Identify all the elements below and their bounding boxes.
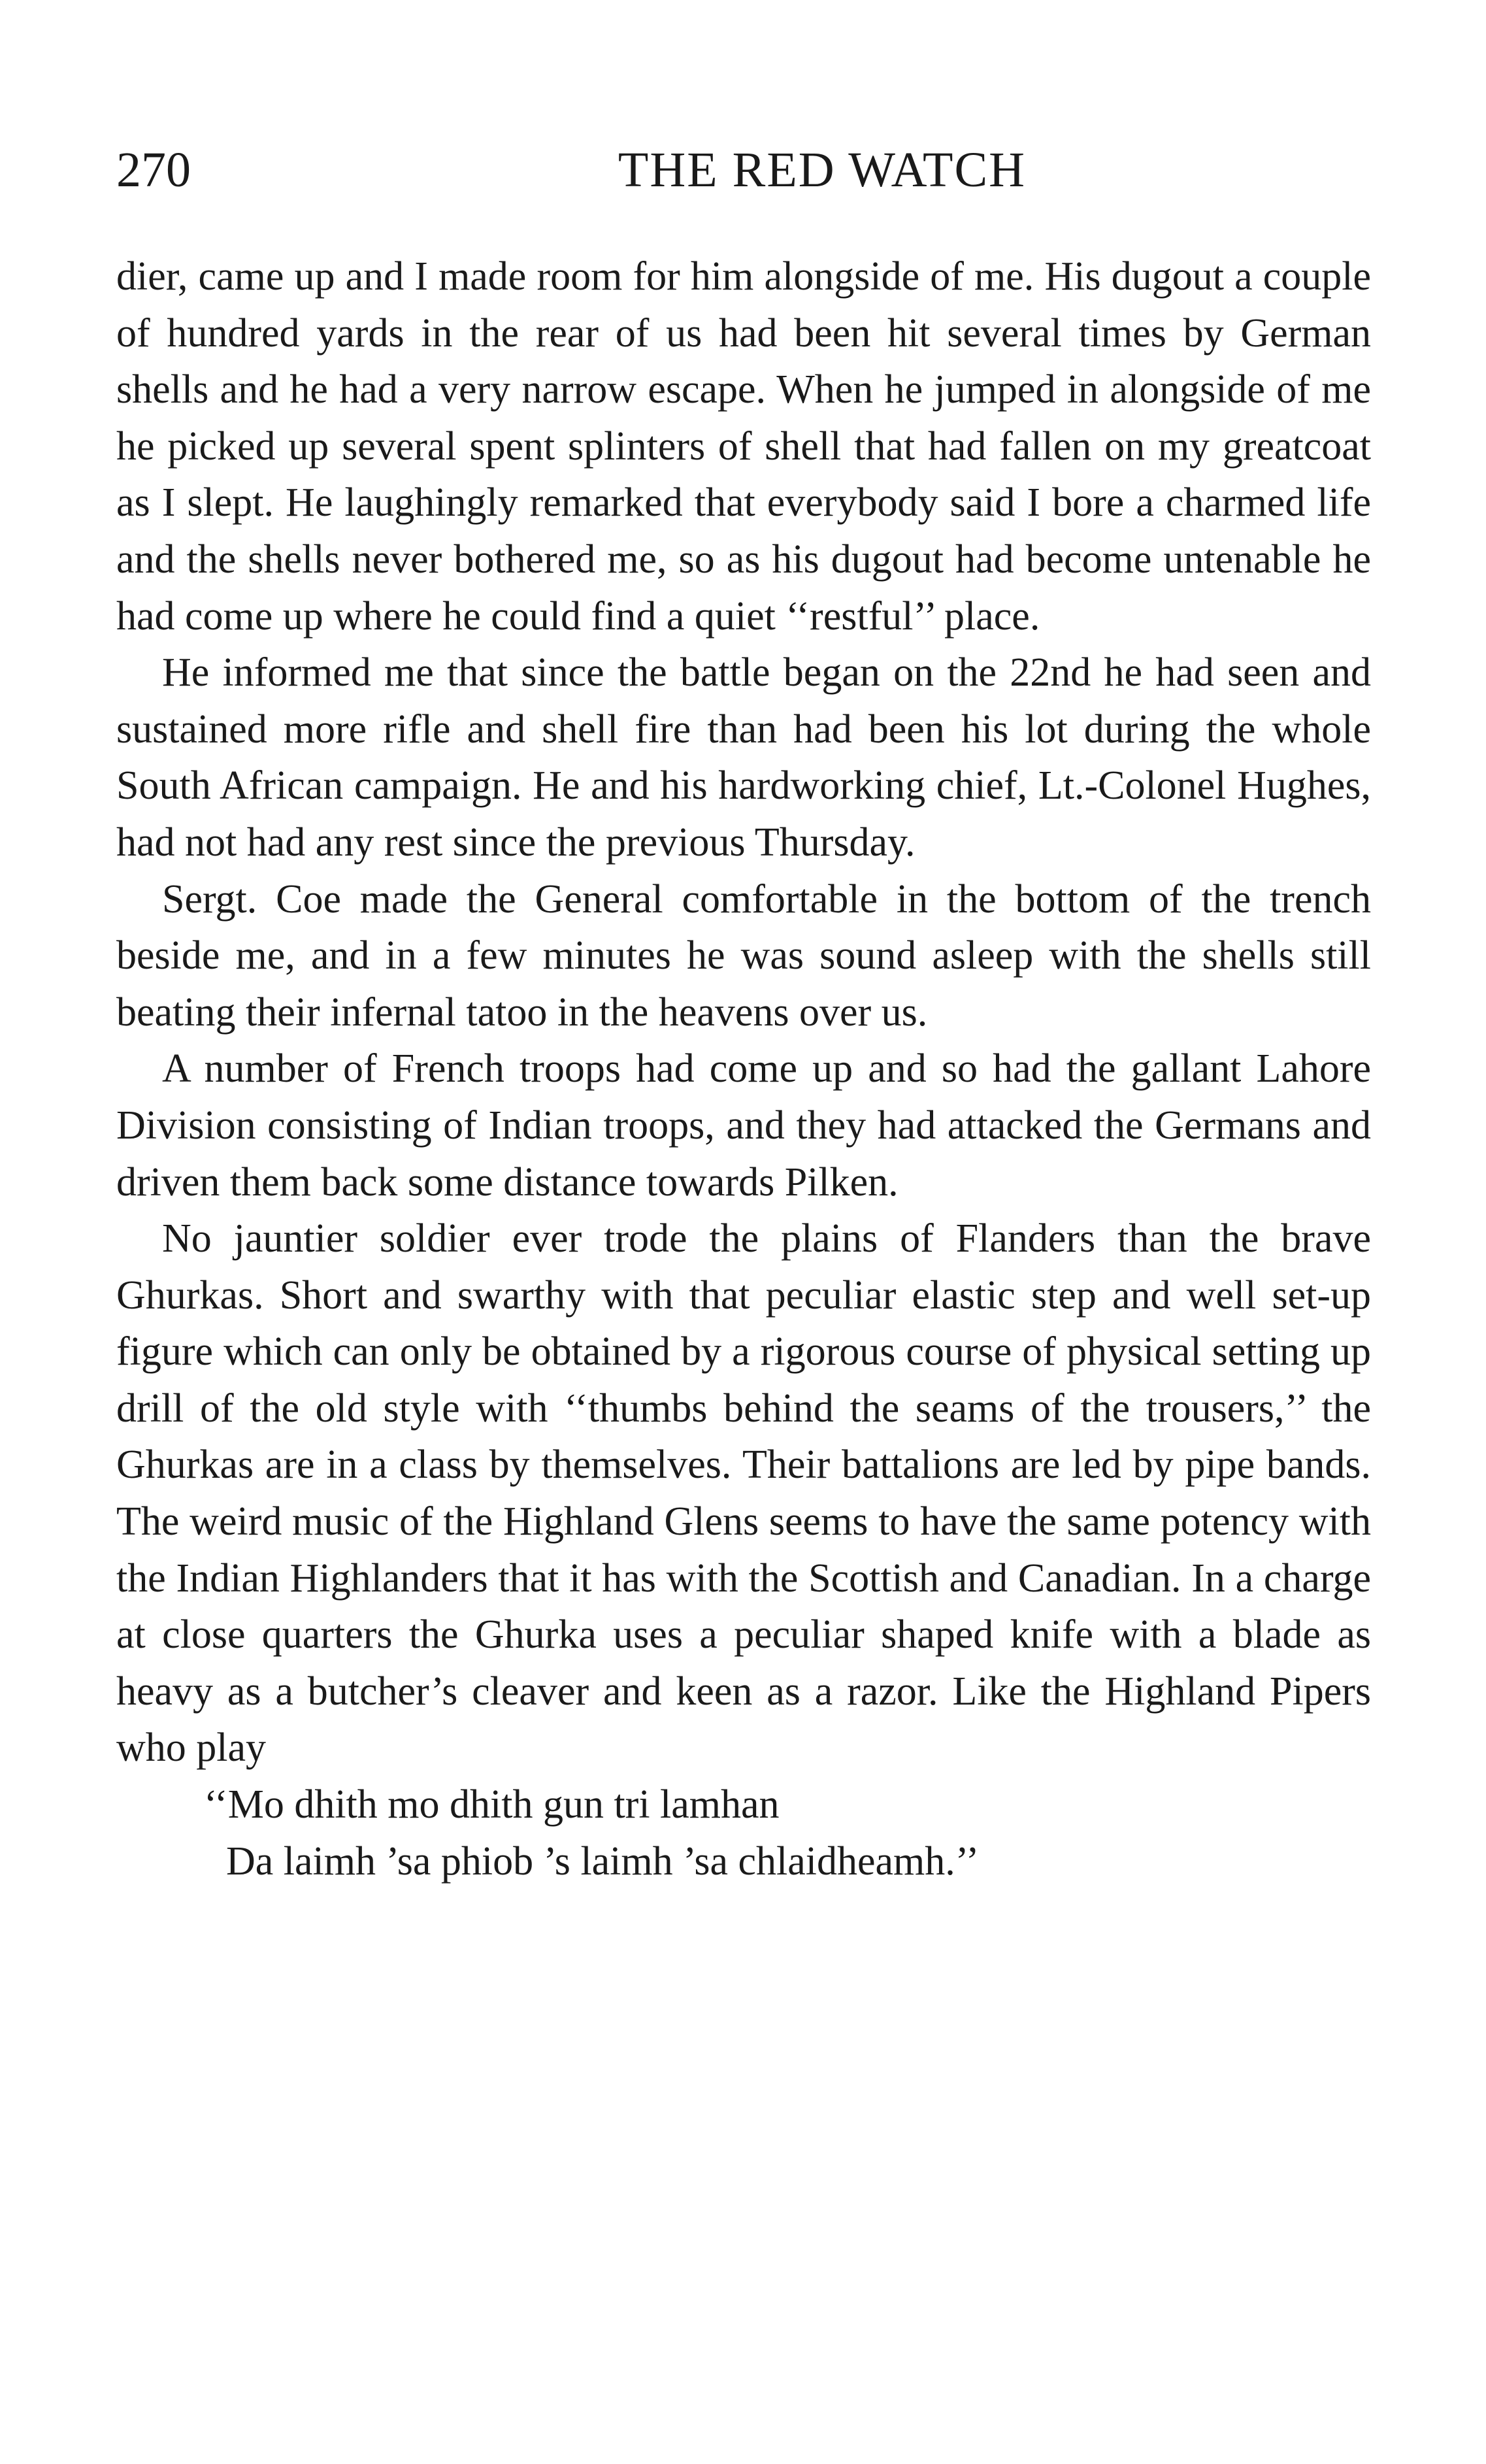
running-head	[116, 137, 1371, 203]
paragraph-continued: dier, came up and I made room for him alongside of me. His dugout a couple of hundred yards in the rear of us had been hit several times by German shells and he had a very narrow escape. When he jumped in alongside of me he picked up several spent splinters of shell that had fallen on my greatcoat as I slept. He laughingly remarked that everybody said I bore a charmed life and the shells never bothered me, so as his dugout had become untenable he had come up where he could find a quiet ‘‘restful’’ place.	[116, 254, 1371, 639]
verse-line: ‘‘Mo dhith mo dhith gun tri lamhan	[204, 1782, 780, 1827]
running-title: THE RED WATCH	[618, 142, 1027, 197]
page-number: 270	[116, 142, 191, 197]
paragraph: Sergt. Coe made the General comfortable in the bottom of the trench beside me, and in a few minutes he was sound asleep with the shells still beating their infernal tatoo in the heavens over us.	[116, 876, 1371, 1035]
verse-line: Da laimh ’sa phiob ’s laimh ’sa chlaidheamh.’’	[226, 1839, 980, 1884]
body-text	[116, 248, 1371, 1890]
paragraph: No jauntier soldier ever trode the plains of Flanders than the brave Ghurkas. Short and swarthy with that peculiar elastic step and well set-up figure which can only be obtained by a rigorous course of physical setting up drill of the old style with ‘‘thumbs behind the seams of the trousers,’’ the Ghurkas are in a class by themselves. Their battalions are led by pipe bands. The weird music of the Highland Glens seems to have the same potency with the Indian Highlanders that it has with the Scottish and Canadian. In a charge at close quarters the Ghurka uses a peculiar shaped knife with a blade as heavy as a butcher’s cleaver and keen as a razor. Like the Highland Pipers who play	[116, 1216, 1371, 1771]
paragraph: A number of French troops had come up and so had the gallant Lahore Division consisting of Indian troops, and they had attacked the Germans and driven them back some distance towards Pilken.	[116, 1046, 1371, 1205]
paragraph: He informed me that since the battle began on the 22nd he had seen and sustained more rifle and shell fire than had been his lot during the whole South African campaign. He and his hardworking chief, Lt.-Colonel Hughes, had not had any rest since the previous Thursday.	[116, 650, 1371, 865]
